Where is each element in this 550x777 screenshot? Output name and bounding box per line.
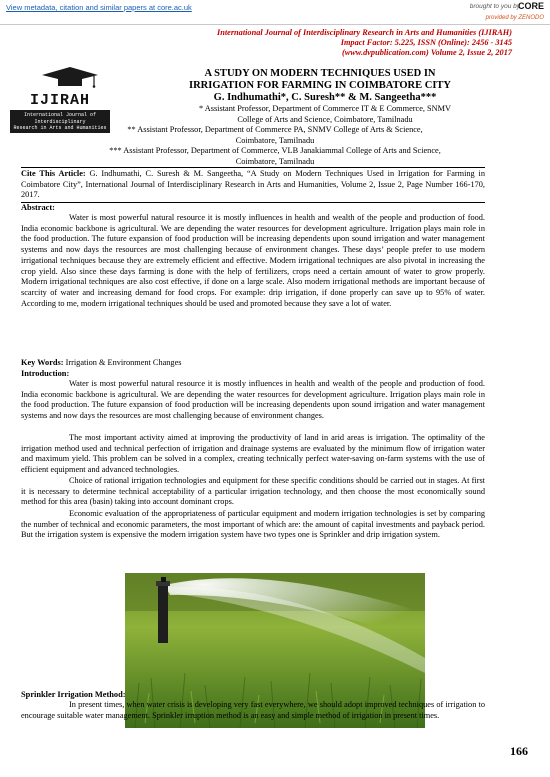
logo-band-line: International Journal of xyxy=(23,112,96,118)
sprinkler-text: In present times, when water crisis is developing very fast everywhere, we should adopt improved techniques of irrigation to encourage suitable water management. Sprinkler irruption method is an easy and simple method of irrigation in present times. xyxy=(21,700,485,720)
introduction-heading: Introduction: xyxy=(21,369,70,378)
paper-authors: G. Indhumathi*, C. Suresh** & M. Sangeetha*** xyxy=(213,92,437,103)
keywords-label: Key Words: xyxy=(21,358,64,367)
intro-text: Water is most powerful natural resource it is mostly influences in health and wealth of the people and production of food. India economic backbone is agricultural. We are depending the water resources for development agriculture. Irrigation plays main role in the food production. The future expansion of food production will be increasing dependents upon sound irrigation and water management systems and now days the resources are most challenging because of environment changes. xyxy=(21,379,485,421)
journal-header xyxy=(132,28,512,58)
intro-paragraph-3 xyxy=(21,476,485,508)
affiliation-line: * Assistant Professor, Department of Commerce IT & E Commerce, SNMV xyxy=(198,104,452,113)
page-number: 166 xyxy=(510,744,528,758)
affiliation-line: ** Assistant Professor, Department of Commerce PA, SNMV College of Arts & Science, xyxy=(127,125,423,134)
intro-paragraph-2 xyxy=(21,433,485,476)
paper-title xyxy=(170,68,470,92)
keywords-text: Irrigation & Environment Changes xyxy=(65,358,182,367)
core-logo[interactable]: CORE xyxy=(517,1,544,11)
logo-band-line: Interdisciplinary xyxy=(34,118,86,125)
affiliation-3 xyxy=(30,146,520,167)
logo-name: IJIRAH xyxy=(29,92,90,109)
brought-to-you-text: brought to you by xyxy=(469,3,520,10)
intro-paragraph-4 xyxy=(21,509,485,541)
affiliation-2 xyxy=(50,125,500,146)
intro-text: The most important activity aimed at improving the productivity of land in arid areas is irrigation. The optimality of the irrigation method used and technical perfection of irrigation and drainage systems are evaluated by the minimum flow of irrigation water and maximum yield. This problem can be solved in a complex, creating technically perfect water-saving on-farm systems with the use of efficient equipment and advanced technologies. xyxy=(21,433,485,475)
journal-impact-factor: Impact Factor: 5.225, ISSN (Online): 2456 - 3145 xyxy=(340,38,512,47)
provided-by-link[interactable]: provided by ZENODO xyxy=(485,15,544,21)
affiliation-line: Coimbatore, Tamilnadu xyxy=(235,135,315,145)
core-metadata-link[interactable]: View metadata, citation and similar papers at core.ac.uk xyxy=(6,3,192,12)
cite-label: Cite This Article: xyxy=(21,169,86,178)
intro-paragraph-1 xyxy=(21,379,485,422)
sprinkler-heading: Sprinkler Irrigation Method: xyxy=(21,690,126,699)
graduation-cap-icon xyxy=(40,66,100,88)
abstract-text: Water is most powerful natural resource it is mostly influences in health and wealth of the people and production of food. India economic backbone is agricultural. We are depending the water resources for development agriculture. Irrigation plays main role in the food production. The future expansion of food production will be increasing dependents upon sound irrigation and water management systems and now days the resources are most challenging because of environment changes. These days’ people prefer to use modern irrigational techniques because they are extremely efficient and effective. Modern irrigational techniques are also pivotal in increasing the crop yield. Also since these days farming is done with the help of fertilizers, crops need a certain amount of water to grow properly. Modern irrigational techniques are also cost effective, if done on a large scale. Also modern irrigational methods are important because of scarcity of water and increasing demand for food crops. For example: drip irrigation, if done properly can save up to 95% of water. According to me, modern irrigational techniques should be used and promoted because they save a lot of water. xyxy=(21,213,485,308)
affiliation-line: Coimbatore, Tamilnadu xyxy=(235,156,315,166)
intro-text: Economic evaluation of the appropriateness of particular equipment and modern irrigation technologies is set by comparing the number of technical and economic parameters, the most important of which are: the amount of capital investments and payback period. But the irrigation system is expensive the modern irrigation system have two types one is Sprinkler and drip irrigation system. xyxy=(21,509,485,540)
journal-logo xyxy=(10,66,125,131)
abstract-paragraph xyxy=(21,213,485,309)
abstract-heading: Abstract: xyxy=(21,203,55,212)
logo-band-line: Research in Arts and Humanities xyxy=(13,125,107,131)
affiliation-1 xyxy=(170,104,480,125)
intro-text: Choice of rational irrigation technologies and equipment for these specific conditions should be carried out in stages. At first it is necessary to determine technical acceptability of a particular irrigation technology, and then choose the most economically sound method for this area (basin) taking into account dominant crops. xyxy=(21,476,485,507)
cite-this-article xyxy=(21,167,485,203)
cite-text: G. Indhumathi, C. Suresh & M. Sangeetha, “A Study on Modern Techniques Used in Irrigation for Farming in Coimbatore City”, International Journal of Interdisciplinary Research in Arts and Humanities, Volume 2, Issue 2, Page Number 166-170, 2017. xyxy=(21,169,485,199)
core-header-bar xyxy=(0,0,550,25)
header-divider xyxy=(0,24,550,25)
keywords xyxy=(21,358,181,367)
journal-volume: (www.dvpublication.com) Volume 2, Issue 2, 2017 xyxy=(341,48,512,57)
affiliation-line: College of Arts and Science, Coimbatore, Tamilnadu xyxy=(237,114,413,124)
affiliation-line: *** Assistant Professor, Department of Commerce, VLB Janakiammal College of Arts and Science, xyxy=(109,146,441,155)
sprinkler-paragraph-1 xyxy=(21,700,485,721)
title-line: IRRIGATION FOR FARMING IN COIMBATORE CITY xyxy=(188,80,452,91)
journal-name: International Journal of Interdisciplinary Research in Arts and Humanities (IJIRAH) xyxy=(217,28,512,37)
title-line: A STUDY ON MODERN TECHNIQUES USED IN xyxy=(204,68,436,79)
